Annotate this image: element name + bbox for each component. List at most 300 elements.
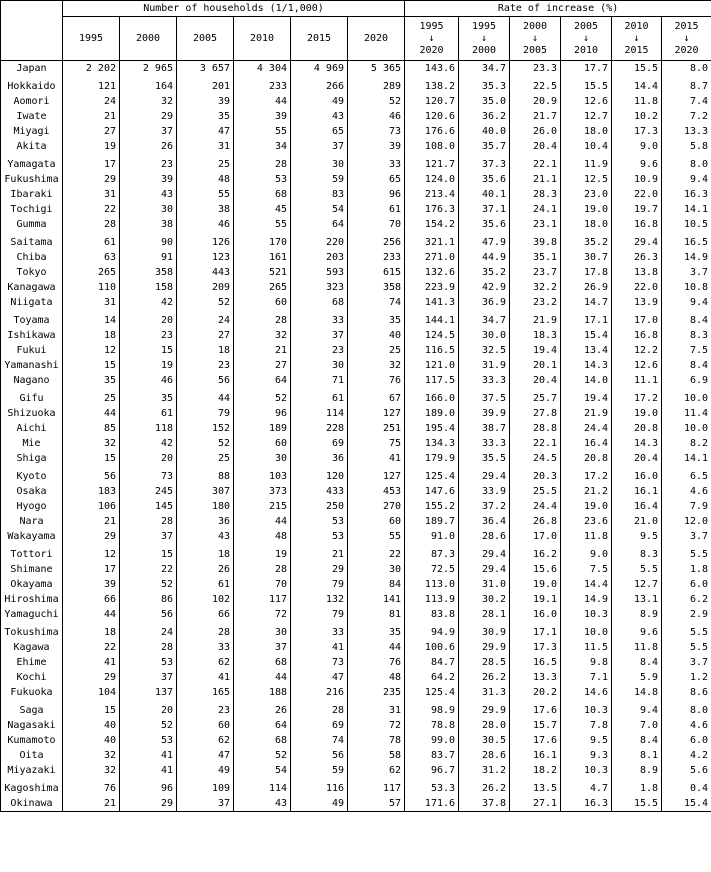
- rate-cell: 38.7: [459, 421, 510, 436]
- rate-cell: 21.0: [612, 514, 662, 529]
- table-row: [1, 310, 711, 328]
- rate-cell: 125.4: [405, 685, 459, 700]
- household-count-cell: 19: [120, 358, 177, 373]
- rate-cell: 17.3: [510, 640, 561, 655]
- table-row: [1, 607, 711, 622]
- household-count-cell: 38: [120, 217, 177, 232]
- rate-cell: 8.2: [662, 436, 711, 451]
- rate-cell: 16.8: [612, 217, 662, 232]
- rate-cell: 12.6: [561, 94, 612, 109]
- table-row: [1, 280, 711, 295]
- table-row: [1, 202, 711, 217]
- table-row: [1, 232, 711, 250]
- rate-cell: 6.9: [662, 373, 711, 388]
- household-count-cell: 47: [177, 748, 234, 763]
- household-count-cell: 61: [63, 232, 120, 250]
- household-count-cell: 41: [348, 451, 405, 466]
- table-row: [1, 328, 711, 343]
- rate-cell: 12.5: [561, 172, 612, 187]
- rate-cell: 14.1: [662, 451, 711, 466]
- household-count-cell: 32: [63, 436, 120, 451]
- household-count-cell: 41: [120, 763, 177, 778]
- year-header: 2000: [120, 17, 177, 61]
- rate-cell: 4.7: [561, 778, 612, 796]
- rate-cell: 31.3: [459, 685, 510, 700]
- household-count-cell: 44: [348, 640, 405, 655]
- rate-cell: 36.2: [459, 109, 510, 124]
- prefecture-name: Iwate: [1, 109, 63, 124]
- rate-cell: 24.4: [510, 499, 561, 514]
- rate-cell: 147.6: [405, 484, 459, 499]
- household-count-cell: 31: [63, 295, 120, 310]
- household-count-cell: 37: [177, 796, 234, 812]
- prefecture-name: Gumma: [1, 217, 63, 232]
- rate-cell: 13.8: [612, 265, 662, 280]
- prefecture-name: Aomori: [1, 94, 63, 109]
- rate-cell: 39.8: [510, 232, 561, 250]
- rate-period-header: 2010 ↓ 2015: [612, 17, 662, 61]
- prefecture-name: Fukui: [1, 343, 63, 358]
- household-count-cell: 106: [63, 499, 120, 514]
- rate-cell: 7.4: [662, 94, 711, 109]
- household-count-cell: 21: [63, 109, 120, 124]
- household-count-cell: 88: [177, 466, 234, 484]
- year-header: 2005: [177, 17, 234, 61]
- household-count-cell: 118: [120, 421, 177, 436]
- household-count-cell: 123: [177, 250, 234, 265]
- rate-cell: 32.2: [510, 280, 561, 295]
- table-row: [1, 592, 711, 607]
- rate-cell: 16.5: [510, 655, 561, 670]
- household-count-cell: 29: [291, 562, 348, 577]
- household-count-cell: 61: [120, 406, 177, 421]
- rate-cell: 16.5: [662, 232, 711, 250]
- household-count-cell: 137: [120, 685, 177, 700]
- rate-cell: 155.2: [405, 499, 459, 514]
- prefecture-name: Fukushima: [1, 172, 63, 187]
- prefecture-name: Yamagata: [1, 154, 63, 172]
- household-count-cell: 29: [63, 529, 120, 544]
- household-count-cell: 36: [177, 514, 234, 529]
- rate-cell: 53.3: [405, 778, 459, 796]
- rate-cell: 15.5: [612, 796, 662, 812]
- prefecture-name: Tochigi: [1, 202, 63, 217]
- household-count-cell: 265: [63, 265, 120, 280]
- rate-cell: 144.1: [405, 310, 459, 328]
- rate-cell: 7.5: [561, 562, 612, 577]
- rate-cell: 6.0: [662, 577, 711, 592]
- prefecture-name: Hyogo: [1, 499, 63, 514]
- household-count-cell: 52: [234, 748, 291, 763]
- household-count-cell: 18: [177, 544, 234, 562]
- rate-cell: 17.0: [510, 529, 561, 544]
- rate-cell: 19.4: [510, 343, 561, 358]
- rate-cell: 21.9: [561, 406, 612, 421]
- household-count-cell: 65: [291, 124, 348, 139]
- household-count-cell: 76: [348, 373, 405, 388]
- household-count-cell: 102: [177, 592, 234, 607]
- rate-cell: 27.8: [510, 406, 561, 421]
- household-count-cell: 74: [291, 733, 348, 748]
- rate-cell: 31.9: [459, 358, 510, 373]
- table-row: [1, 733, 711, 748]
- rate-cell: 28.1: [459, 607, 510, 622]
- household-count-cell: 44: [63, 406, 120, 421]
- rate-cell: 10.9: [612, 172, 662, 187]
- household-count-cell: 46: [177, 217, 234, 232]
- household-count-cell: 43: [120, 187, 177, 202]
- rate-cell: 5.5: [662, 640, 711, 655]
- year-header: 2010: [234, 17, 291, 61]
- household-count-cell: 220: [291, 232, 348, 250]
- household-count-cell: 73: [120, 466, 177, 484]
- rate-cell: 113.0: [405, 577, 459, 592]
- household-count-cell: 35: [120, 388, 177, 406]
- household-count-cell: 39: [63, 577, 120, 592]
- household-count-cell: 28: [234, 562, 291, 577]
- rate-cell: 37.3: [459, 154, 510, 172]
- household-count-cell: 22: [348, 544, 405, 562]
- household-count-cell: 183: [63, 484, 120, 499]
- rate-cell: 44.9: [459, 250, 510, 265]
- rate-cell: 29.4: [459, 466, 510, 484]
- rate-cell: 5.5: [662, 544, 711, 562]
- rate-cell: 15.7: [510, 718, 561, 733]
- household-count-cell: 56: [120, 607, 177, 622]
- household-count-cell: 35: [177, 109, 234, 124]
- rate-cell: 14.9: [662, 250, 711, 265]
- rate-cell: 29.4: [459, 544, 510, 562]
- rate-cell: 20.1: [510, 358, 561, 373]
- household-count-cell: 28: [291, 700, 348, 718]
- household-count-cell: 78: [348, 733, 405, 748]
- household-count-cell: 235: [348, 685, 405, 700]
- household-count-cell: 256: [348, 232, 405, 250]
- rate-cell: 35.6: [459, 172, 510, 187]
- rate-cell: 22.1: [510, 154, 561, 172]
- prefecture-name: Shizuoka: [1, 406, 63, 421]
- rate-cell: 28.6: [459, 529, 510, 544]
- household-count-cell: 75: [348, 436, 405, 451]
- household-count-cell: 55: [177, 187, 234, 202]
- household-count-cell: 47: [291, 670, 348, 685]
- rate-cell: 14.3: [612, 436, 662, 451]
- household-count-cell: 40: [63, 718, 120, 733]
- table-row: [1, 778, 711, 796]
- rate-cell: 20.9: [510, 94, 561, 109]
- rate-cell: 18.0: [561, 124, 612, 139]
- rate-cell: 30.0: [459, 328, 510, 343]
- prefecture-name: Yamanashi: [1, 358, 63, 373]
- rate-cell: 28.3: [510, 187, 561, 202]
- rate-cell: 17.2: [561, 466, 612, 484]
- household-count-cell: 52: [234, 388, 291, 406]
- rate-cell: 16.4: [612, 499, 662, 514]
- rate-cell: 195.4: [405, 421, 459, 436]
- household-count-cell: 53: [234, 172, 291, 187]
- rate-cell: 17.1: [561, 310, 612, 328]
- rate-cell: 23.6: [561, 514, 612, 529]
- household-count-cell: 32: [63, 748, 120, 763]
- rate-cell: 35.5: [459, 451, 510, 466]
- table-row: [1, 436, 711, 451]
- household-count-cell: 53: [291, 529, 348, 544]
- rate-cell: 124.5: [405, 328, 459, 343]
- rate-cell: 14.4: [612, 76, 662, 94]
- table-row: [1, 700, 711, 718]
- household-count-cell: 28: [120, 640, 177, 655]
- prefecture-name: Nagasaki: [1, 718, 63, 733]
- rate-cell: 12.0: [662, 514, 711, 529]
- household-count-cell: 56: [177, 373, 234, 388]
- household-count-cell: 44: [234, 514, 291, 529]
- rate-cell: 13.4: [561, 343, 612, 358]
- rate-cell: 16.0: [510, 607, 561, 622]
- rate-cell: 8.9: [612, 607, 662, 622]
- rate-cell: 17.6: [510, 733, 561, 748]
- household-count-cell: 72: [234, 607, 291, 622]
- rate-cell: 141.3: [405, 295, 459, 310]
- rate-cell: 19.0: [561, 499, 612, 514]
- prefecture-name: Osaka: [1, 484, 63, 499]
- household-count-cell: 121: [63, 76, 120, 94]
- household-count-cell: 61: [348, 202, 405, 217]
- rate-cell: 11.5: [561, 640, 612, 655]
- rate-cell: 14.6: [561, 685, 612, 700]
- prefecture-name: Okayama: [1, 577, 63, 592]
- rate-cell: 29.4: [459, 562, 510, 577]
- rate-cell: 34.7: [459, 310, 510, 328]
- household-count-cell: 15: [120, 544, 177, 562]
- rate-cell: 35.7: [459, 139, 510, 154]
- household-count-cell: 20: [120, 310, 177, 328]
- table-row: [1, 763, 711, 778]
- rate-cell: 17.3: [612, 124, 662, 139]
- rate-cell: 121.0: [405, 358, 459, 373]
- household-count-cell: 42: [120, 436, 177, 451]
- table-row: [1, 562, 711, 577]
- rate-cell: 8.6: [662, 685, 711, 700]
- rate-cell: 15.5: [612, 61, 662, 77]
- household-count-cell: 521: [234, 265, 291, 280]
- table-row: [1, 544, 711, 562]
- rate-cell: 20.4: [510, 139, 561, 154]
- prefecture-name: Kochi: [1, 670, 63, 685]
- rate-cell: 22.5: [510, 76, 561, 94]
- household-count-cell: 41: [291, 640, 348, 655]
- household-count-cell: 27: [63, 124, 120, 139]
- rate-cell: 7.2: [662, 109, 711, 124]
- household-count-cell: 37: [120, 124, 177, 139]
- rate-cell: 23.3: [510, 61, 561, 77]
- household-count-cell: 41: [120, 748, 177, 763]
- rate-cell: 20.4: [612, 451, 662, 466]
- rate-cell: 96.7: [405, 763, 459, 778]
- household-count-cell: 52: [120, 718, 177, 733]
- household-count-cell: 307: [177, 484, 234, 499]
- table-row: [1, 109, 711, 124]
- rate-cell: 8.0: [662, 700, 711, 718]
- rate-cell: 223.9: [405, 280, 459, 295]
- household-count-cell: 73: [348, 124, 405, 139]
- household-count-cell: 3 657: [177, 61, 234, 77]
- table-row: [1, 76, 711, 94]
- household-count-cell: 170: [234, 232, 291, 250]
- household-count-cell: 48: [348, 670, 405, 685]
- household-count-cell: 54: [291, 202, 348, 217]
- prefecture-name: Oita: [1, 748, 63, 763]
- household-count-cell: 127: [348, 406, 405, 421]
- household-count-cell: 59: [291, 172, 348, 187]
- rate-cell: 17.7: [561, 61, 612, 77]
- rate-cell: 28.5: [459, 655, 510, 670]
- rate-cell: 9.8: [561, 655, 612, 670]
- household-count-cell: 5 365: [348, 61, 405, 77]
- household-count-cell: 615: [348, 265, 405, 280]
- rate-cell: 35.6: [459, 217, 510, 232]
- household-count-cell: 25: [177, 154, 234, 172]
- household-count-cell: 66: [63, 592, 120, 607]
- rate-period-header: 2000 ↓ 2005: [510, 17, 561, 61]
- household-count-cell: 23: [291, 343, 348, 358]
- rate-cell: 189.0: [405, 406, 459, 421]
- rate-cell: 16.3: [662, 187, 711, 202]
- prefecture-name: Fukuoka: [1, 685, 63, 700]
- rate-cell: 19.7: [612, 202, 662, 217]
- household-count-cell: 60: [177, 718, 234, 733]
- household-count-cell: 55: [348, 529, 405, 544]
- table-row: [1, 358, 711, 373]
- household-count-cell: 86: [120, 592, 177, 607]
- rate-cell: 11.1: [612, 373, 662, 388]
- household-count-cell: 52: [177, 295, 234, 310]
- household-count-cell: 109: [177, 778, 234, 796]
- rate-cell: 6.5: [662, 466, 711, 484]
- household-count-cell: 251: [348, 421, 405, 436]
- rate-cell: 5.8: [662, 139, 711, 154]
- household-count-cell: 38: [177, 202, 234, 217]
- table-row: [1, 61, 711, 77]
- table-row: [1, 451, 711, 466]
- household-count-cell: 37: [234, 640, 291, 655]
- rate-cell: 83.7: [405, 748, 459, 763]
- rate-cell: 22.1: [510, 436, 561, 451]
- household-count-cell: 30: [234, 622, 291, 640]
- households-group-header: Number of households (1/1,000): [63, 1, 405, 17]
- household-count-cell: 33: [291, 310, 348, 328]
- household-count-cell: 33: [177, 640, 234, 655]
- rate-cell: 124.0: [405, 172, 459, 187]
- household-count-cell: 25: [348, 343, 405, 358]
- table-row: [1, 154, 711, 172]
- household-count-cell: 43: [177, 529, 234, 544]
- prefecture-name: Toyama: [1, 310, 63, 328]
- rate-cell: 19.0: [612, 406, 662, 421]
- rate-cell: 9.0: [612, 139, 662, 154]
- household-count-cell: 41: [63, 655, 120, 670]
- household-count-cell: 36: [291, 451, 348, 466]
- household-count-cell: 56: [291, 748, 348, 763]
- household-count-cell: 96: [348, 187, 405, 202]
- household-count-cell: 22: [63, 640, 120, 655]
- rate-cell: 16.4: [561, 436, 612, 451]
- household-count-cell: 161: [234, 250, 291, 265]
- rate-cell: 125.4: [405, 466, 459, 484]
- household-count-cell: 26: [177, 562, 234, 577]
- rate-cell: 35.1: [510, 250, 561, 265]
- rate-cell: 14.3: [561, 358, 612, 373]
- rate-cell: 6.0: [662, 733, 711, 748]
- rate-cell: 5.9: [612, 670, 662, 685]
- household-count-cell: 15: [120, 343, 177, 358]
- rate-cell: 29.4: [612, 232, 662, 250]
- household-count-cell: 52: [120, 577, 177, 592]
- rate-cell: 10.0: [561, 622, 612, 640]
- rate-cell: 13.3: [510, 670, 561, 685]
- household-count-cell: 83: [291, 187, 348, 202]
- rate-cell: 30.7: [561, 250, 612, 265]
- household-count-cell: 15: [63, 451, 120, 466]
- rate-cell: 35.2: [459, 265, 510, 280]
- rate-cell: 17.1: [510, 622, 561, 640]
- rate-cell: 10.3: [561, 607, 612, 622]
- rate-cell: 20.2: [510, 685, 561, 700]
- household-count-cell: 49: [291, 796, 348, 812]
- household-count-cell: 37: [291, 328, 348, 343]
- household-count-cell: 79: [291, 577, 348, 592]
- prefecture-name: Niigata: [1, 295, 63, 310]
- household-count-cell: 55: [234, 124, 291, 139]
- household-count-cell: 67: [348, 388, 405, 406]
- prefecture-name: Wakayama: [1, 529, 63, 544]
- household-count-cell: 39: [120, 172, 177, 187]
- rate-cell: 24.4: [561, 421, 612, 436]
- household-count-cell: 116: [291, 778, 348, 796]
- rate-period-header: 2005 ↓ 2010: [561, 17, 612, 61]
- household-count-cell: 62: [177, 733, 234, 748]
- household-count-cell: 28: [234, 310, 291, 328]
- household-count-cell: 70: [234, 577, 291, 592]
- rate-cell: 33.3: [459, 373, 510, 388]
- prefecture-name: Hiroshima: [1, 592, 63, 607]
- rate-cell: 7.8: [561, 718, 612, 733]
- rate-cell: 98.9: [405, 700, 459, 718]
- rate-cell: 100.6: [405, 640, 459, 655]
- prefecture-name: Ishikawa: [1, 328, 63, 343]
- household-count-cell: 233: [234, 76, 291, 94]
- rate-cell: 154.2: [405, 217, 459, 232]
- table-row: [1, 124, 711, 139]
- rate-cell: 18.0: [561, 217, 612, 232]
- household-count-cell: 44: [177, 388, 234, 406]
- rate-cell: 1.8: [662, 562, 711, 577]
- household-count-cell: 270: [348, 499, 405, 514]
- household-count-cell: 12: [63, 343, 120, 358]
- rate-cell: 21.2: [561, 484, 612, 499]
- household-count-cell: 4 969: [291, 61, 348, 77]
- household-count-cell: 52: [177, 436, 234, 451]
- rate-cell: 113.9: [405, 592, 459, 607]
- rate-cell: 179.9: [405, 451, 459, 466]
- table-row: [1, 250, 711, 265]
- year-header: 2015: [291, 17, 348, 61]
- household-count-cell: 64: [291, 217, 348, 232]
- rate-cell: 8.0: [662, 61, 711, 77]
- household-count-cell: 53: [120, 655, 177, 670]
- prefecture-name: Aichi: [1, 421, 63, 436]
- household-count-cell: 188: [234, 685, 291, 700]
- rate-cell: 10.3: [561, 700, 612, 718]
